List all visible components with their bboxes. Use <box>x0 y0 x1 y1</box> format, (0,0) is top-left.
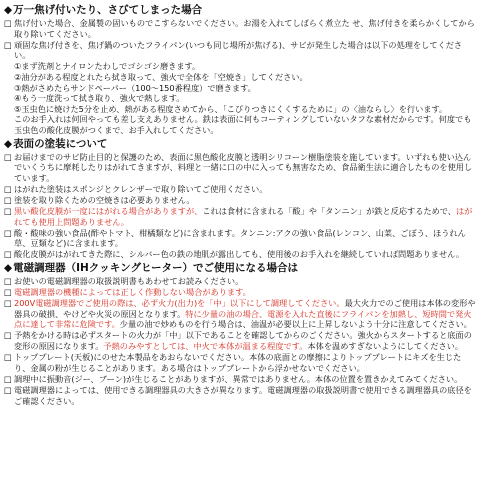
checkbox-bullet-icon: □ <box>4 384 12 395</box>
item-text: 塗装を取り除くための空焼きは必要ありません。 <box>14 194 195 205</box>
checkbox-bullet-icon: □ <box>4 206 12 216</box>
checkbox-bullet-icon: □ <box>4 275 12 286</box>
list-item <box>4 18 476 39</box>
warning-text: 黒い酸化皮膜が一度にはがれる場合がありますが、 <box>14 206 203 216</box>
checkbox-bullet-icon: □ <box>4 330 12 341</box>
checkbox-bullet-icon: □ <box>4 151 12 162</box>
step-3: ③熱がさめたらサンドペーパー（100～150番程度）で磨きます。 <box>14 82 256 93</box>
list-item <box>4 298 476 330</box>
section-title: 電磁調理器（IHクッキングヒーター）でご使用になる場合は <box>13 261 299 274</box>
checkbox-bullet-icon: □ <box>4 249 12 260</box>
diamond-bullet-icon: ◆ <box>4 4 13 16</box>
item-text: 調理中に振動音(ジー、ブーン)が生じることがありますが、異常ではありません。本体の位置を置きかえてみてください。 <box>14 373 463 384</box>
list-item <box>4 206 476 227</box>
list-item <box>4 195 476 206</box>
warning-text: 200V電磁調理器でご使用の際は、必ず火力(出力)を「中」以下にして調理してください。 <box>14 298 345 309</box>
item-text: お使いの電磁調理器の取扱説明書もあわせてお読みください。 <box>14 275 244 286</box>
checkbox-bullet-icon: □ <box>4 227 12 238</box>
list-item <box>4 40 476 61</box>
item-text: 頑固な焦げ付きを、焦げ鍋のついたフライパン(いつも同じ場所が焦げる)、サビが発生した場合は以下の処理をしてください。 <box>14 39 463 61</box>
item-text <box>14 298 476 330</box>
step-4: ④もう一度洗って拭き取り、強火で熱します。 <box>14 93 185 104</box>
warning-text: はがれても使用上問題ありません。 <box>14 206 473 227</box>
item-text: 酸・酸味の強い食品(酢やトマト、柑橘類など)に含まれます。タンニン:アクの強い食品(レンコン、山菜、ごぼう、ほうれん草、豆類など)に含まれます。 <box>14 227 466 249</box>
warning-text: 予熱のみやすとしては、中火で本体が温まる程度です。 <box>103 341 308 352</box>
care-note: このお手入れは何回やっても差し支えありません。鉄は表面に何もコーティングしていないタフな素材だからです。何度でも玉虫色の酸化皮膜がつくまで、お手入れしてください。 <box>14 114 472 135</box>
step-5: ⑤玉虫色に焼けた5分を止め、熱がある程度さめてから、「こびりつきにくくするために」の〈油ならし〉を行います。 <box>14 103 448 114</box>
checkbox-bullet-icon: □ <box>4 298 12 309</box>
warning-text: 特に少量の油の場合、電源を入れた直後にフライパンを加熱し、短時間で発火点に達して非常に危険です。 <box>14 308 472 330</box>
list-item <box>4 276 476 287</box>
step-2: ②油分がある程度とれたら拭き取って、強火で全体を「空焼き」してください。 <box>14 71 308 82</box>
section-heading-ih <box>4 262 476 275</box>
plain-text: 最大火力でのご使用は本体の変形や器具の破損、やけどや火災の原因となります。 <box>14 298 476 319</box>
item-text: はがれた塗装はスポンジとクレンザーで取り除いてご使用ください。 <box>14 183 268 194</box>
section-title: 表面の塗装について <box>13 137 108 150</box>
checkbox-bullet-icon: □ <box>4 194 12 205</box>
item-text: 焦げ付いた場合、金属製の固いものでこすらないでください。お湯を入れてしばらく煮立た せ、焦げ付きを柔らかくしてから取り除いてください。 <box>14 18 475 39</box>
checkbox-bullet-icon: □ <box>4 39 12 50</box>
item-text: お届けまでのサビ防止目的と保護のため、表面に黒色酸化皮膜と透明シリコーン樹脂塗装を施しています。いずれも使い込んでいくうちに摩耗したりはがれてきますが、料理と一緒に口の中に入っても無害なため、食品衛生法に適合したものを使用しています。 <box>14 151 473 183</box>
checkbox-bullet-icon: □ <box>4 352 12 363</box>
section-heading-coating <box>4 138 476 151</box>
item-text <box>14 206 476 227</box>
list-item <box>4 330 476 351</box>
item-text: 酸化皮膜がはがれてきた際に、シルバー色の鉄の地肌が露出しても、使用後のお手入れを継続していれば問題ありません。 <box>14 249 465 260</box>
list-item <box>4 184 476 195</box>
warning-text: 電磁調理器の機種によっては正しく作動しない場合があります。 <box>14 287 251 298</box>
plain-text: これは食材に含まれる「酸」や「タンニン」が鉄と反応するためで、 <box>202 206 456 216</box>
list-item <box>4 385 476 406</box>
item-text: トッププレート(天板)にのせた本製品をあおらないでください。本体の底面との摩擦によりトッププレートにキズを生じたり、金属の粉が生じることがあります。ある場合はトッププレートから浮かせないでください。 <box>14 352 462 373</box>
list-item <box>4 374 476 385</box>
checkbox-bullet-icon: □ <box>4 183 12 194</box>
step-1: ①まず洗剤とナイロンたわしでゴシゴシ磨きます。 <box>14 61 201 72</box>
list-item <box>4 287 476 298</box>
item-text <box>14 330 476 351</box>
plain-text: 少量の油で炒めものを行う場合は、油温が必要以上に上昇しないよう十分に注意してください。 <box>119 319 472 330</box>
section-heading-rust <box>4 4 476 17</box>
diamond-bullet-icon: ◆ <box>4 137 13 150</box>
list-item <box>4 152 476 184</box>
list-item <box>4 249 476 260</box>
section-title: 万一焦げ付いたり、さびてしまった場合 <box>13 4 203 16</box>
plain-text: 本体を温めすぎないようにしてください。 <box>307 341 464 352</box>
list-item <box>4 352 476 373</box>
list-item <box>4 228 476 249</box>
plain-text: 予熱をかける時は必ずスタートの火力が「中」以下であることを確認してからのごください。強火からスタートすると底面の変形の原因になります。 <box>14 330 472 352</box>
checkbox-bullet-icon: □ <box>4 18 12 28</box>
checkbox-bullet-icon: □ <box>4 373 12 384</box>
checkbox-bullet-icon: □ <box>4 287 12 298</box>
item-text: 電磁調理器によっては、使用できる調理器具の大きさが異なります。電磁調理器の取扱説明書で使用できる調理器具の底径をご確認ください。 <box>14 384 472 406</box>
diamond-bullet-icon: ◆ <box>4 261 13 274</box>
